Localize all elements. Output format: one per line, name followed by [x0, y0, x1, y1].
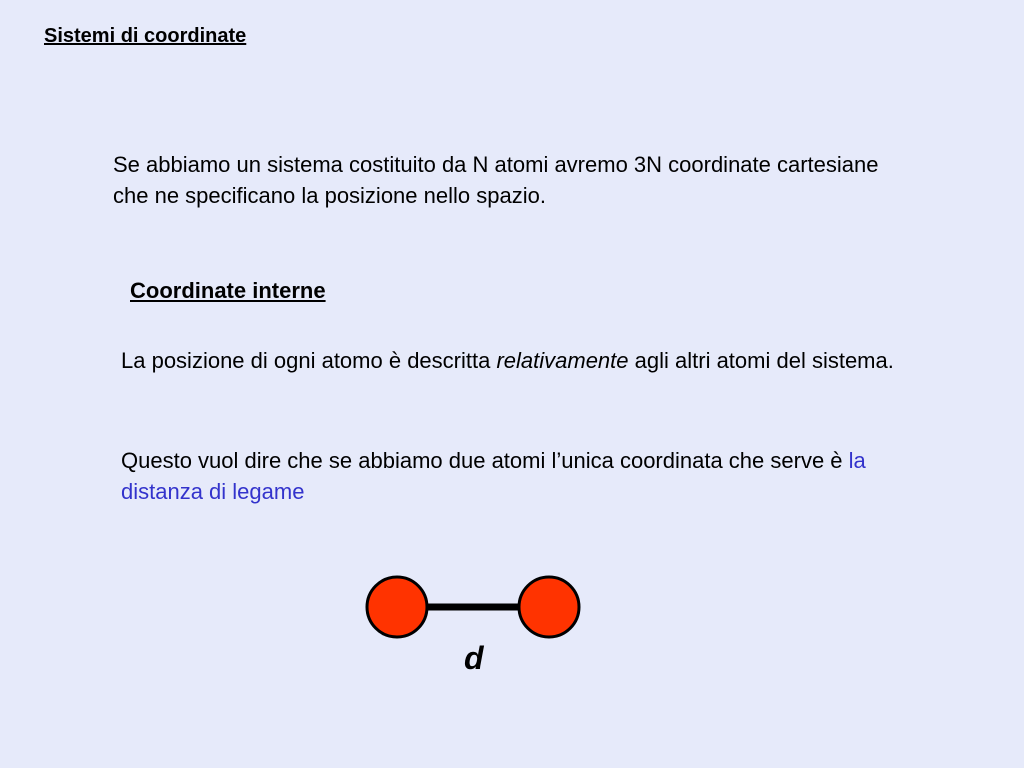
section-heading: Coordinate interne — [130, 278, 326, 303]
slide-title: Sistemi di coordinate — [44, 25, 247, 47]
intro-paragraph: Se abbiamo un sistema costituito da N atomi avremo 3N coordinate cartesiane che ne specificano la posizione nello spazio. — [113, 152, 879, 208]
relative-position-paragraph — [121, 345, 941, 376]
emphasis-text: relativamente — [496, 348, 629, 373]
atom-right — [519, 577, 579, 637]
paragraph-text: agli altri atomi del sistema. — [628, 348, 894, 373]
paragraph-text: La posizione di ogni atomo è descritta — [121, 348, 497, 373]
paragraph-text: Questo vuol dire che se abbiamo due atomi l’unica coordinata che serve è — [121, 448, 849, 473]
distance-label: d — [464, 640, 484, 676]
atom-left — [367, 577, 427, 637]
bond-distance-paragraph — [121, 445, 941, 507]
highlight-text: la distanza di legame — [121, 448, 866, 504]
